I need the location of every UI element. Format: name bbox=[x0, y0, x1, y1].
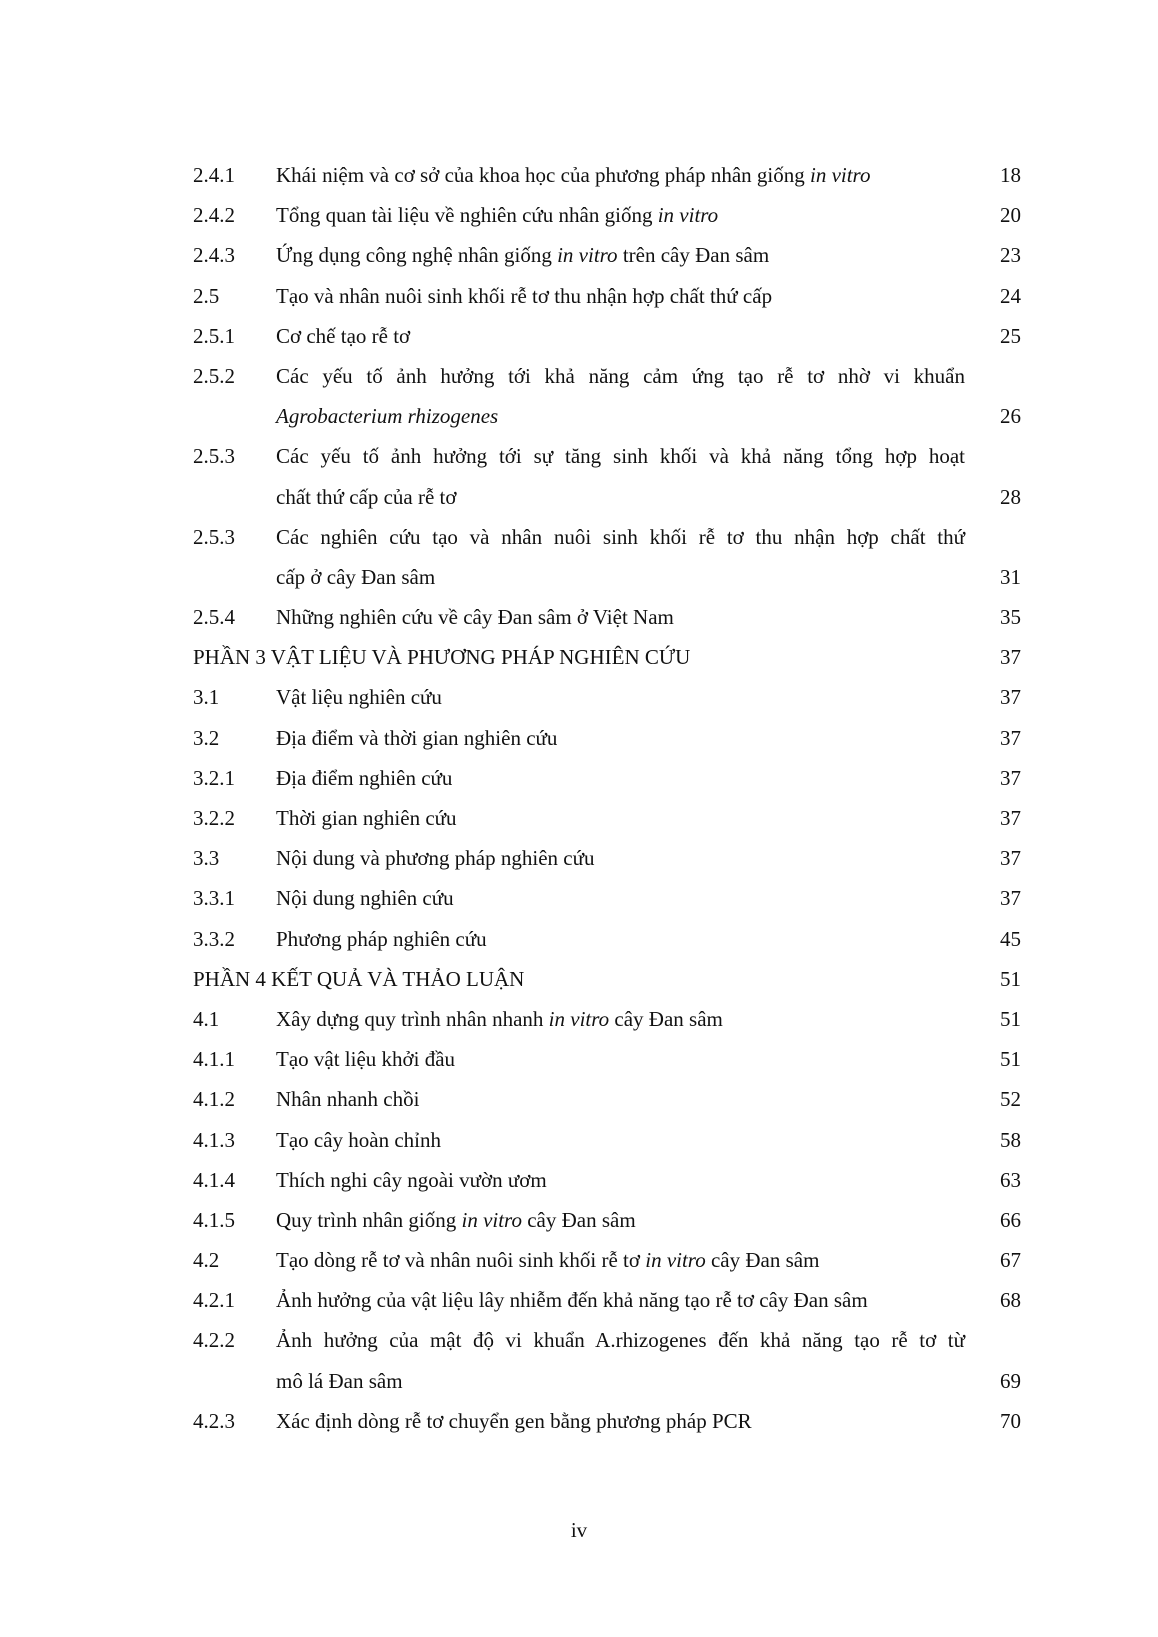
toc-page: 37 bbox=[1000, 645, 1021, 670]
toc-title: Những nghiên cứu về cây Đan sâm ở Việt Nam bbox=[276, 605, 674, 630]
toc-page: 68 bbox=[1000, 1288, 1021, 1313]
toc-title: Quy trình nhân giống in vitro cây Đan sâm bbox=[276, 1207, 636, 1232]
toc-entry-3-2-1[interactable] bbox=[0, 758, 1158, 798]
toc-number: 4.1.1 bbox=[193, 1047, 235, 1072]
toc-number: 3.3.1 bbox=[193, 886, 235, 911]
toc-number: 2.4.2 bbox=[193, 203, 235, 228]
toc-entry-2-4-3[interactable] bbox=[0, 235, 1158, 275]
toc-entry-2-5-3-b[interactable] bbox=[0, 517, 1158, 597]
toc-number: 4.1.2 bbox=[193, 1087, 235, 1112]
toc-title: Thích nghi cây ngoài vườn ươm bbox=[276, 1167, 547, 1192]
toc-title: Ảnh hưởng của vật liệu lây nhiễm đến khả năng tạo rễ tơ cây Đan sâm bbox=[276, 1288, 868, 1313]
toc-number: 2.4.3 bbox=[193, 243, 235, 268]
toc-page: 66 bbox=[1000, 1207, 1021, 1232]
toc-entry-2-4-1[interactable] bbox=[0, 155, 1158, 195]
toc-entry-4-2-1[interactable] bbox=[0, 1280, 1158, 1320]
table-of-contents bbox=[0, 155, 1158, 1441]
toc-page: 51 bbox=[1000, 966, 1021, 991]
toc-entry-4-2-3[interactable] bbox=[0, 1401, 1158, 1441]
toc-page: 69 bbox=[1000, 1368, 1021, 1393]
toc-number: 2.5.4 bbox=[193, 605, 235, 630]
toc-page: 37 bbox=[1000, 725, 1021, 750]
toc-entry-3-3-2[interactable] bbox=[0, 919, 1158, 959]
toc-entry-2-5[interactable] bbox=[0, 276, 1158, 316]
toc-part-title: PHẦN 4 KẾT QUẢ VÀ THẢO LUẬN bbox=[193, 966, 525, 991]
toc-page: 67 bbox=[1000, 1248, 1021, 1273]
toc-title: Nhân nhanh chồi bbox=[276, 1087, 420, 1112]
toc-entry-4-1-3[interactable] bbox=[0, 1120, 1158, 1160]
toc-title: Ảnh hưởng của mật độ vi khuẩn A.rhizogenes đến khả năng tạo rễ tơ từ mô lá Đan sâm bbox=[276, 1328, 965, 1393]
toc-number: 4.1.3 bbox=[193, 1127, 235, 1152]
toc-entry-4-1-2[interactable] bbox=[0, 1079, 1158, 1119]
toc-page: 25 bbox=[1000, 323, 1021, 348]
toc-page: 26 bbox=[1000, 404, 1021, 429]
toc-page: 37 bbox=[1000, 765, 1021, 790]
toc-entry-3-3-1[interactable] bbox=[0, 878, 1158, 918]
toc-entry-4-1-1[interactable] bbox=[0, 1039, 1158, 1079]
toc-number: 3.2.2 bbox=[193, 806, 235, 831]
toc-title: Các nghiên cứu tạo và nhân nuôi sinh khối rễ tơ thu nhận hợp chất thứ cấp ở cây Đan sâm bbox=[276, 524, 965, 589]
toc-number: 4.2.3 bbox=[193, 1408, 235, 1433]
toc-title: Cơ chế tạo rễ tơ bbox=[276, 323, 411, 348]
toc-entry-3-2[interactable] bbox=[0, 718, 1158, 758]
page-number-footer: iv bbox=[570, 1518, 588, 1542]
toc-title: Các yếu tố ảnh hưởng tới khả năng cảm ứng tạo rễ tơ nhờ vi khuẩn Agrobacterium rhizogenes bbox=[276, 363, 965, 429]
toc-title: Tạo cây hoàn chỉnh bbox=[276, 1127, 442, 1152]
toc-entry-4-1-4[interactable] bbox=[0, 1160, 1158, 1200]
toc-title: Địa điểm nghiên cứu bbox=[276, 765, 453, 790]
toc-title: Các yếu tố ảnh hưởng tới sự tăng sinh khối và khả năng tổng hợp hoạt chất thứ cấp của rễ tơ bbox=[276, 444, 965, 509]
toc-title: Xác định dòng rễ tơ chuyển gen bằng phương pháp PCR bbox=[276, 1408, 752, 1433]
toc-number: 3.2.1 bbox=[193, 765, 235, 790]
toc-title: Vật liệu nghiên cứu bbox=[276, 685, 442, 710]
toc-entry-2-5-3-a[interactable] bbox=[0, 436, 1158, 516]
toc-entry-4-2[interactable] bbox=[0, 1240, 1158, 1280]
toc-page: 51 bbox=[1000, 1047, 1021, 1072]
toc-part-4[interactable] bbox=[0, 959, 1158, 999]
toc-page: 63 bbox=[1000, 1167, 1021, 1192]
toc-number: 4.1.5 bbox=[193, 1207, 235, 1232]
toc-entry-4-1[interactable] bbox=[0, 999, 1158, 1039]
toc-number: 3.3 bbox=[193, 846, 220, 871]
toc-page: 20 bbox=[1000, 203, 1021, 228]
toc-page: 37 bbox=[1000, 806, 1021, 831]
toc-number: 4.1 bbox=[193, 1006, 220, 1031]
toc-number: 2.5.2 bbox=[193, 363, 235, 388]
toc-page: 70 bbox=[1000, 1408, 1021, 1433]
toc-title: Tạo dòng rễ tơ và nhân nuôi sinh khối rễ tơ in vitro cây Đan sâm bbox=[276, 1248, 820, 1273]
toc-page: 24 bbox=[1000, 283, 1021, 308]
toc-number: 2.4.1 bbox=[193, 163, 235, 187]
toc-title: Tổng quan tài liệu về nghiên cứu nhân giống in vitro bbox=[276, 203, 719, 228]
toc-page: 37 bbox=[1000, 886, 1021, 911]
toc-entry-4-1-5[interactable] bbox=[0, 1200, 1158, 1240]
toc-page: 23 bbox=[1000, 243, 1021, 268]
toc-page: 31 bbox=[1000, 564, 1021, 589]
toc-number: 2.5.3 bbox=[193, 444, 235, 469]
toc-page: 35 bbox=[1000, 605, 1021, 630]
toc-number: 3.2 bbox=[193, 725, 220, 750]
toc-number: 4.2.1 bbox=[193, 1288, 235, 1313]
toc-page: 51 bbox=[1000, 1006, 1021, 1031]
toc-page: 37 bbox=[1000, 685, 1021, 710]
toc-entry-3-2-2[interactable] bbox=[0, 798, 1158, 838]
toc-entry-2-5-4[interactable] bbox=[0, 597, 1158, 637]
toc-number: 4.2 bbox=[193, 1248, 220, 1273]
toc-entry-2-5-2[interactable] bbox=[0, 356, 1158, 436]
toc-number: 2.5 bbox=[193, 283, 220, 308]
toc-title: Nội dung và phương pháp nghiên cứu bbox=[276, 846, 595, 871]
toc-number: 2.5.3 bbox=[193, 524, 235, 549]
toc-page: 58 bbox=[1000, 1127, 1021, 1152]
toc-entry-4-2-2[interactable] bbox=[0, 1320, 1158, 1400]
toc-title: Tạo vật liệu khởi đầu bbox=[276, 1047, 456, 1072]
toc-title: Tạo và nhân nuôi sinh khối rễ tơ thu nhận hợp chất thứ cấp bbox=[276, 283, 773, 308]
toc-title: Nội dung nghiên cứu bbox=[276, 886, 454, 911]
toc-title: Xây dựng quy trình nhân nhanh in vitro cây Đan sâm bbox=[276, 1006, 723, 1031]
toc-page: 37 bbox=[1000, 846, 1021, 871]
toc-title: Thời gian nghiên cứu bbox=[276, 806, 457, 831]
toc-page: 45 bbox=[1000, 926, 1021, 951]
toc-entry-3-3[interactable] bbox=[0, 838, 1158, 878]
toc-page: 52 bbox=[1000, 1087, 1021, 1112]
toc-number: 3.1 bbox=[193, 685, 220, 710]
toc-title: Địa điểm và thời gian nghiên cứu bbox=[276, 725, 558, 750]
toc-title: Phương pháp nghiên cứu bbox=[276, 926, 487, 951]
toc-entry-2-5-1[interactable] bbox=[0, 316, 1158, 356]
toc-number: 4.1.4 bbox=[193, 1167, 235, 1192]
toc-part-title: PHẦN 3 VẬT LIỆU VÀ PHƯƠNG PHÁP NGHIÊN CỨU bbox=[193, 645, 691, 670]
toc-number: 4.2.2 bbox=[193, 1328, 235, 1353]
toc-entry-3-1[interactable] bbox=[0, 677, 1158, 717]
toc-entry-2-4-2[interactable] bbox=[0, 195, 1158, 235]
toc-page: 18 bbox=[1000, 163, 1021, 187]
toc-title: Khái niệm và cơ sở của khoa học của phương pháp nhân giống in vitro bbox=[276, 163, 871, 187]
toc-page: 28 bbox=[1000, 484, 1021, 509]
toc-number: 3.3.2 bbox=[193, 926, 235, 951]
toc-title: Ứng dụng công nghệ nhân giống in vitro trên cây Đan sâm bbox=[276, 243, 770, 268]
toc-part-3[interactable] bbox=[0, 637, 1158, 677]
toc-number: 2.5.1 bbox=[193, 323, 235, 348]
